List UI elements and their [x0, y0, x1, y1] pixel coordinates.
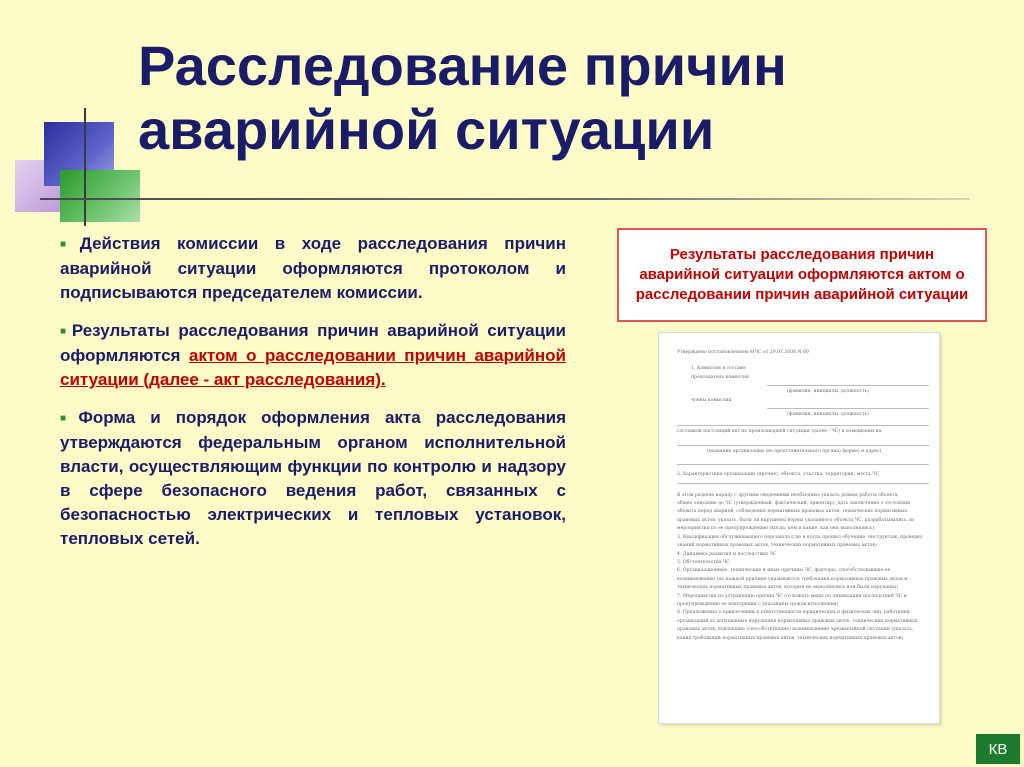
act-of-investigation-link: актом о расследовании причин аварийной ситуации (далее - акт расследования). — [60, 346, 566, 389]
doc-line: Утверждено постановлением МЧС от 29.07.2008 N 80 — [677, 350, 809, 355]
bullet-item-1-text: Действия комиссии в ходе расследования причин аварийной ситуации оформляются протоколом и подписываются председателем комиссии. — [60, 234, 567, 302]
doc-line: 2. Характеристика организации (прочие), объекта, участка, территории, места ЧС — [677, 472, 880, 478]
doc-line: (фамилия, инициалы, должность) — [787, 412, 869, 418]
decor-vertical-line — [84, 108, 86, 226]
doc-line: правовых актов; указать, были ли нарушены нормы указанного объекта ЧС, разрабатывались ли — [677, 517, 915, 523]
doc-line: мероприятия по ее предупреждению (когда, кем и какие, как они выполнялись). — [677, 526, 876, 532]
results-callout-box — [617, 228, 987, 322]
doc-line: 3. Квалификация обслуживающего персонала (где и когда прошел обучение, инструктаж, проверку — [677, 534, 923, 540]
doc-rule — [767, 385, 929, 386]
doc-line: 8. Предложения о привлечении к ответственности юридических и физических лиц, работники — [677, 610, 910, 616]
doc-line: (название организации (ее представительного органа) форма) и адрес) — [707, 448, 882, 454]
doc-line: знаний нормативных правовых актов, технических нормативных правовых актов) — [677, 543, 877, 549]
doc-line: возникновению (по каждой причине указываются требования нормативных правовых актов и — [677, 576, 908, 582]
doc-line: В этом разделе наряду с другими сведениями необходимо указать режим работы объекта, — [677, 492, 899, 498]
title-underline — [40, 198, 970, 200]
doc-line: правовых актов, повлекшие (способствующие) возникновение чрезвычайной ситуации (указать, — [677, 627, 914, 633]
doc-rule — [677, 483, 929, 484]
doc-rule — [677, 464, 929, 465]
doc-line: объекта перед аварией, соблюдения нормативных правовых актов, технических нормативных — [677, 509, 908, 515]
doc-line: члены комиссии — [691, 397, 732, 403]
bullet-square-icon: ■ — [60, 326, 70, 337]
bullet-item-2 — [60, 319, 566, 392]
bullet-square-icon: ■ — [60, 413, 77, 424]
bullet-list — [60, 232, 566, 565]
doc-line: общее описание до ЧС (утвержденный, фактический, ориентир), дать заключение о состоянии — [677, 501, 911, 507]
bullet-item-3 — [60, 406, 566, 551]
doc-line: организаций за допущенные нарушения нормативных правовых актов, технических нормативных — [677, 618, 918, 624]
doc-rule — [677, 425, 929, 426]
slide-title: Расследование причин аварийной ситуации — [138, 34, 787, 161]
doc-line: 5. Обстоятельства ЧС — [677, 559, 730, 565]
doc-line: каких требований нормативных правовых актов, технических нормативных правовых актов) — [677, 635, 904, 641]
doc-line: (фамилия, инициалы, должность) — [787, 389, 869, 395]
doc-line: 6. Организационные, технические и иные причины ЧС, факторы, способствовавшие ее — [677, 568, 891, 574]
doc-rule — [767, 408, 929, 409]
doc-line: председатель комиссии — [691, 374, 750, 380]
bullet-item-1 — [60, 232, 566, 305]
doc-rule — [677, 445, 929, 446]
corner-badge: КВ — [976, 734, 1020, 764]
doc-line: предупреждению ее повторения с указанием сроков исполнения) — [677, 601, 839, 607]
doc-line: технических нормативных правовых актов, которые не выполнялись или были нарушены) — [677, 585, 898, 591]
bullet-item-3-text: Форма и порядок оформления акта расследования утверждаются федеральным органом исполнительной власти, осуществляющим функции по контролю и надзору в сфере безопасного ведения работ, связанных с безопасностью электрических и тепловых установок, тепловых сетей. — [60, 408, 566, 548]
act-document-preview — [658, 332, 940, 724]
doc-line: составили настоящий акт по произошедшей ситуации (далее - ЧС) в помещении на — [677, 429, 882, 435]
bullet-item-2-text: Результаты расследования причин аварийной ситуации оформляются — [60, 321, 566, 365]
doc-line: 4. Динамика развития и последствия ЧС — [677, 551, 777, 557]
doc-line: 1. Комиссия в составе: — [691, 366, 747, 372]
doc-line: 7. Мероприятия по устранению причин ЧС (отложить меры по ликвидации последствий ЧС и — [677, 593, 907, 599]
decor-green-square — [60, 170, 140, 222]
results-callout-text: Результаты расследования причин аварийной ситуации оформляются актом о расследовании причин аварийной ситуации — [635, 246, 969, 303]
bullet-square-icon: ■ — [60, 239, 78, 250]
